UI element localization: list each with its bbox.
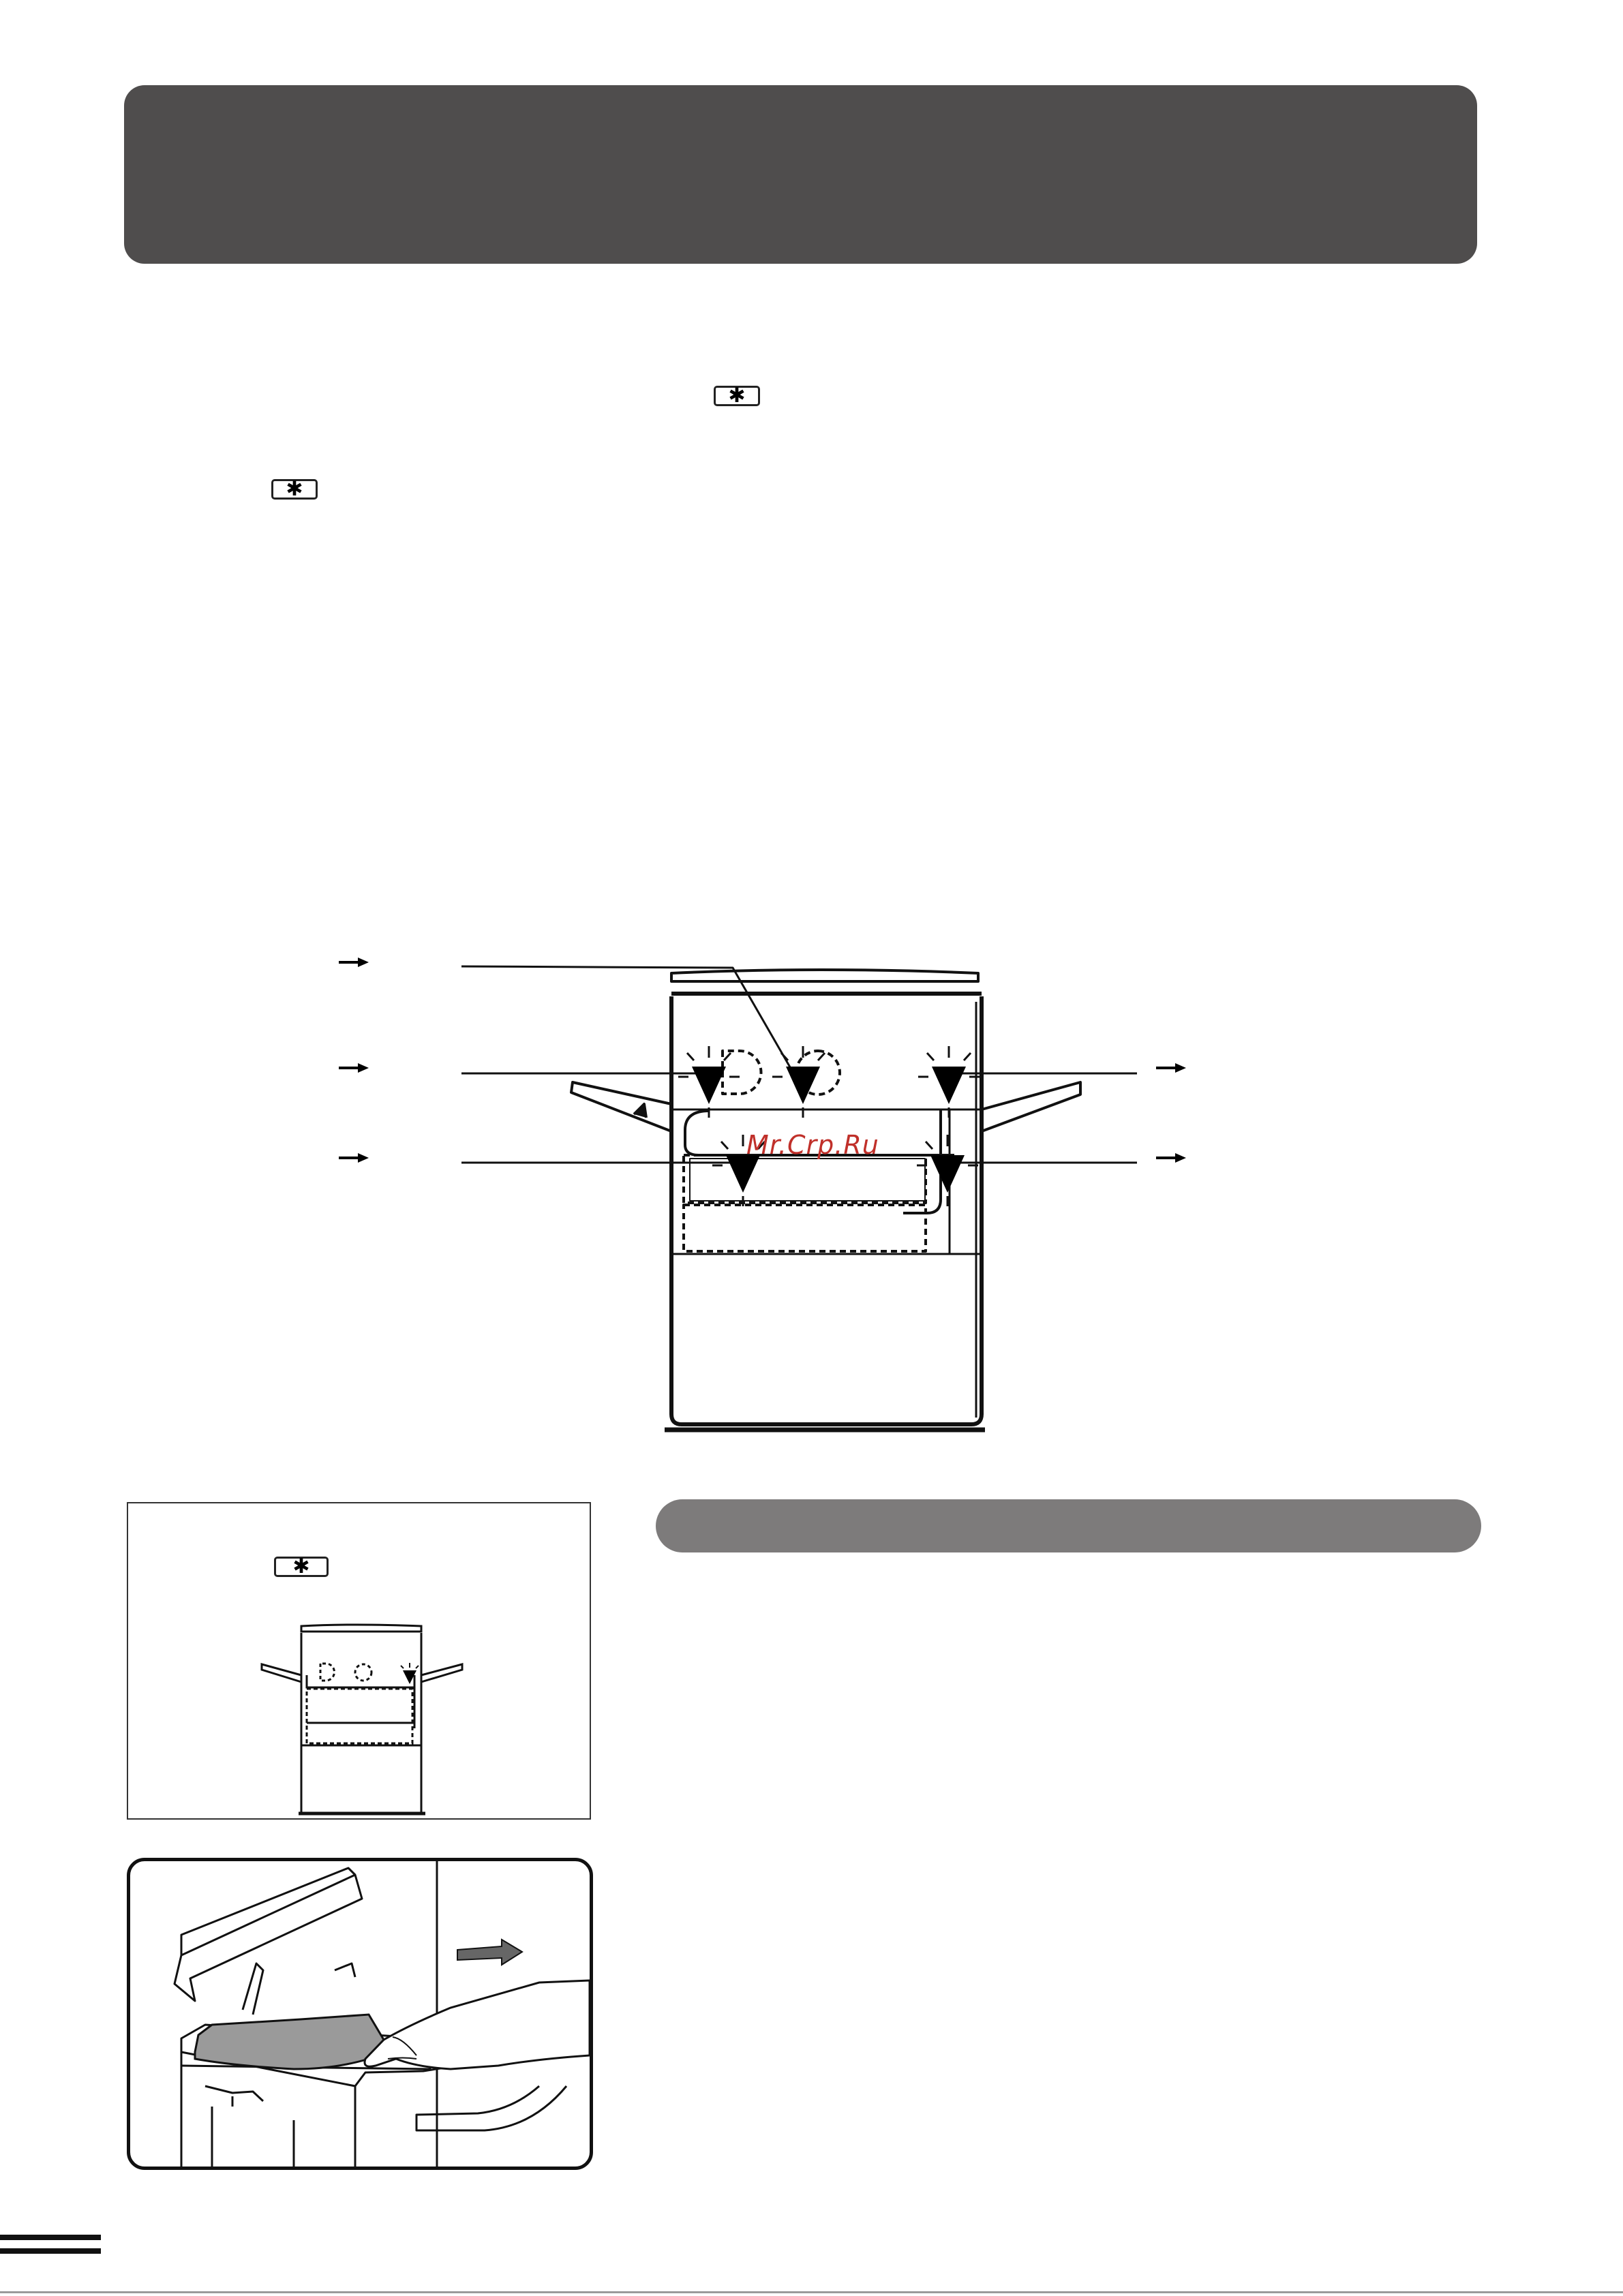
left-tray [571,1082,671,1131]
hand [365,1980,590,2069]
callout-arrow-icon [1156,1151,1186,1165]
jam-indicator-triangle [786,1067,820,1104]
mini-copier-diagram [128,1503,590,1818]
footer-rule [0,2248,101,2254]
callout-arrow-icon [339,1061,369,1075]
asterisk-key-icon: ✱ [274,1557,329,1577]
asterisk-key-icon: ✱ [271,479,318,500]
jam-indicator-triangle [692,1067,726,1104]
copier-lid [671,970,978,981]
callout-arrow-icon [339,1151,369,1165]
asterisk-key-icon: ✱ [714,386,760,406]
page-bottom-rule [0,2291,1623,2293]
pull-direction-arrow-icon [457,1940,522,1965]
bypass-tray-removal-illustration [127,1858,593,2170]
bypass-jam-indicator-panel [127,1502,591,1820]
leader-line [461,966,798,1080]
jam-indicator-triangle [930,1155,965,1193]
callout-arrow-icon [339,955,369,969]
jam-indicator-triangle [726,1155,760,1193]
jam-indicator-triangle [932,1067,966,1104]
hand-removing-paper-illustration [130,1861,590,2167]
bypass-tray [982,1082,1080,1131]
section-heading-bar [656,1499,1481,1552]
footer-rule [0,2235,101,2240]
callout-arrow-icon [1156,1061,1186,1075]
watermark: Mr.Crp.Ru [746,1130,879,1160]
